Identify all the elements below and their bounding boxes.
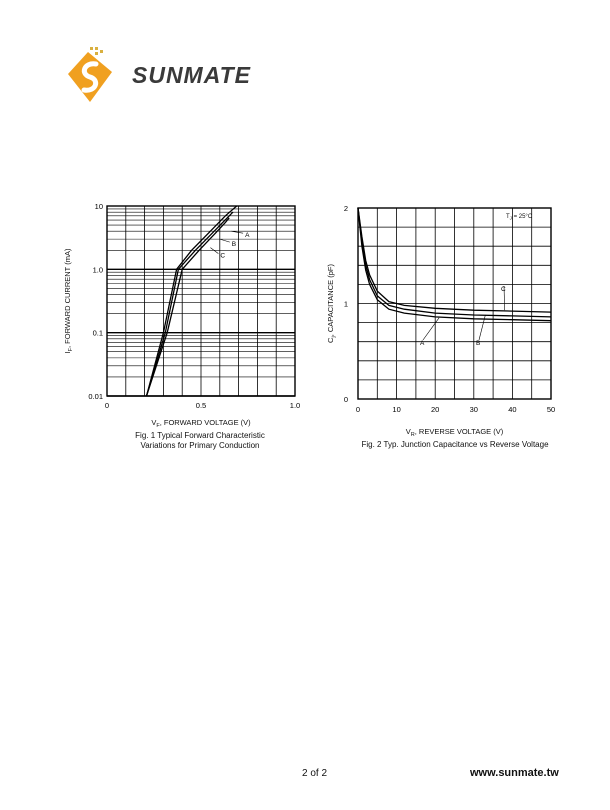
y-tick-label: 0 (343, 395, 348, 404)
x-axis-label-subscript: F (156, 423, 160, 429)
x-tick-label: 0 (104, 401, 110, 410)
y-axis-label-subscript: F (68, 347, 74, 352)
x-tick-label: 40 (508, 405, 517, 414)
x-tick-label: 20 (431, 405, 440, 414)
x-axis-label-text: , REVERSE VOLTAGE (V) (414, 427, 504, 436)
x-tick-label: 0.5 (195, 401, 207, 410)
series-leader-b (220, 239, 230, 242)
series-label-a: A (245, 232, 250, 240)
x-axis-label-text: , FORWARD VOLTAGE (V) (159, 418, 251, 427)
series-leader-a (423, 318, 439, 340)
series-leader-c (210, 248, 218, 254)
fig1-caption-line1: Fig. 1 Typical Forward Characteristic (135, 431, 265, 440)
y-tick-label: 1 (343, 299, 348, 309)
x-axis-label-symbol: V (151, 418, 157, 427)
series-line-a (147, 206, 237, 396)
series-label-b: B (476, 340, 481, 347)
y-tick-label: 1.0 (92, 265, 103, 275)
series-line-c (147, 218, 230, 396)
y-axis-label (63, 248, 74, 353)
annotation-text: = 25°C (511, 214, 533, 220)
x-tick-label: 30 (469, 405, 478, 414)
x-axis-label-subscript: R (410, 432, 415, 438)
x-axis-label (151, 418, 251, 429)
annotation-subscript: J (509, 215, 512, 221)
y-axis-label-subscript: j (331, 336, 337, 338)
series-label-b: B (231, 241, 237, 249)
annotation-symbol: T (506, 214, 510, 220)
y-tick-label: 0.1 (92, 328, 103, 338)
x-tick-label: 10 (392, 405, 401, 414)
x-axis-label-symbol: V (405, 427, 411, 436)
y-axis-label-symbol: I (63, 351, 72, 354)
y-tick-label: 10 (94, 202, 103, 211)
series-label-a: A (420, 340, 425, 347)
y-axis-label-text: , FORWARD CURRENT (mA) (63, 248, 72, 348)
fig2-caption: Fig. 2 Typ. Junction Capacitance vs Reverse Voltage (361, 440, 549, 449)
x-tick-label: 1.0 (289, 401, 301, 410)
y-axis-label-text: , CAPACITANCE (pF) (326, 264, 335, 337)
brand-name: SUNMATE (132, 62, 252, 88)
website-link[interactable]: www.sunmate.tw (470, 767, 559, 779)
y-tick-label: 0.01 (88, 392, 103, 401)
fig1-caption-line2: Variations for Primary Conduction (140, 441, 260, 450)
page-number: 2 of 2 (302, 768, 328, 779)
y-tick-label: 2 (343, 204, 348, 213)
y-axis-label (326, 264, 337, 343)
series-label-c: C (501, 286, 506, 293)
chart-forward-characteristic (63, 202, 300, 429)
temperature-annotation (506, 214, 533, 221)
x-tick-label: 0 (355, 405, 361, 414)
y-axis-label-symbol: C (326, 337, 335, 343)
series-label-c: C (220, 252, 226, 260)
x-tick-label: 50 (546, 405, 556, 414)
chart-junction-capacitance (326, 204, 555, 438)
x-axis-label (406, 427, 504, 438)
